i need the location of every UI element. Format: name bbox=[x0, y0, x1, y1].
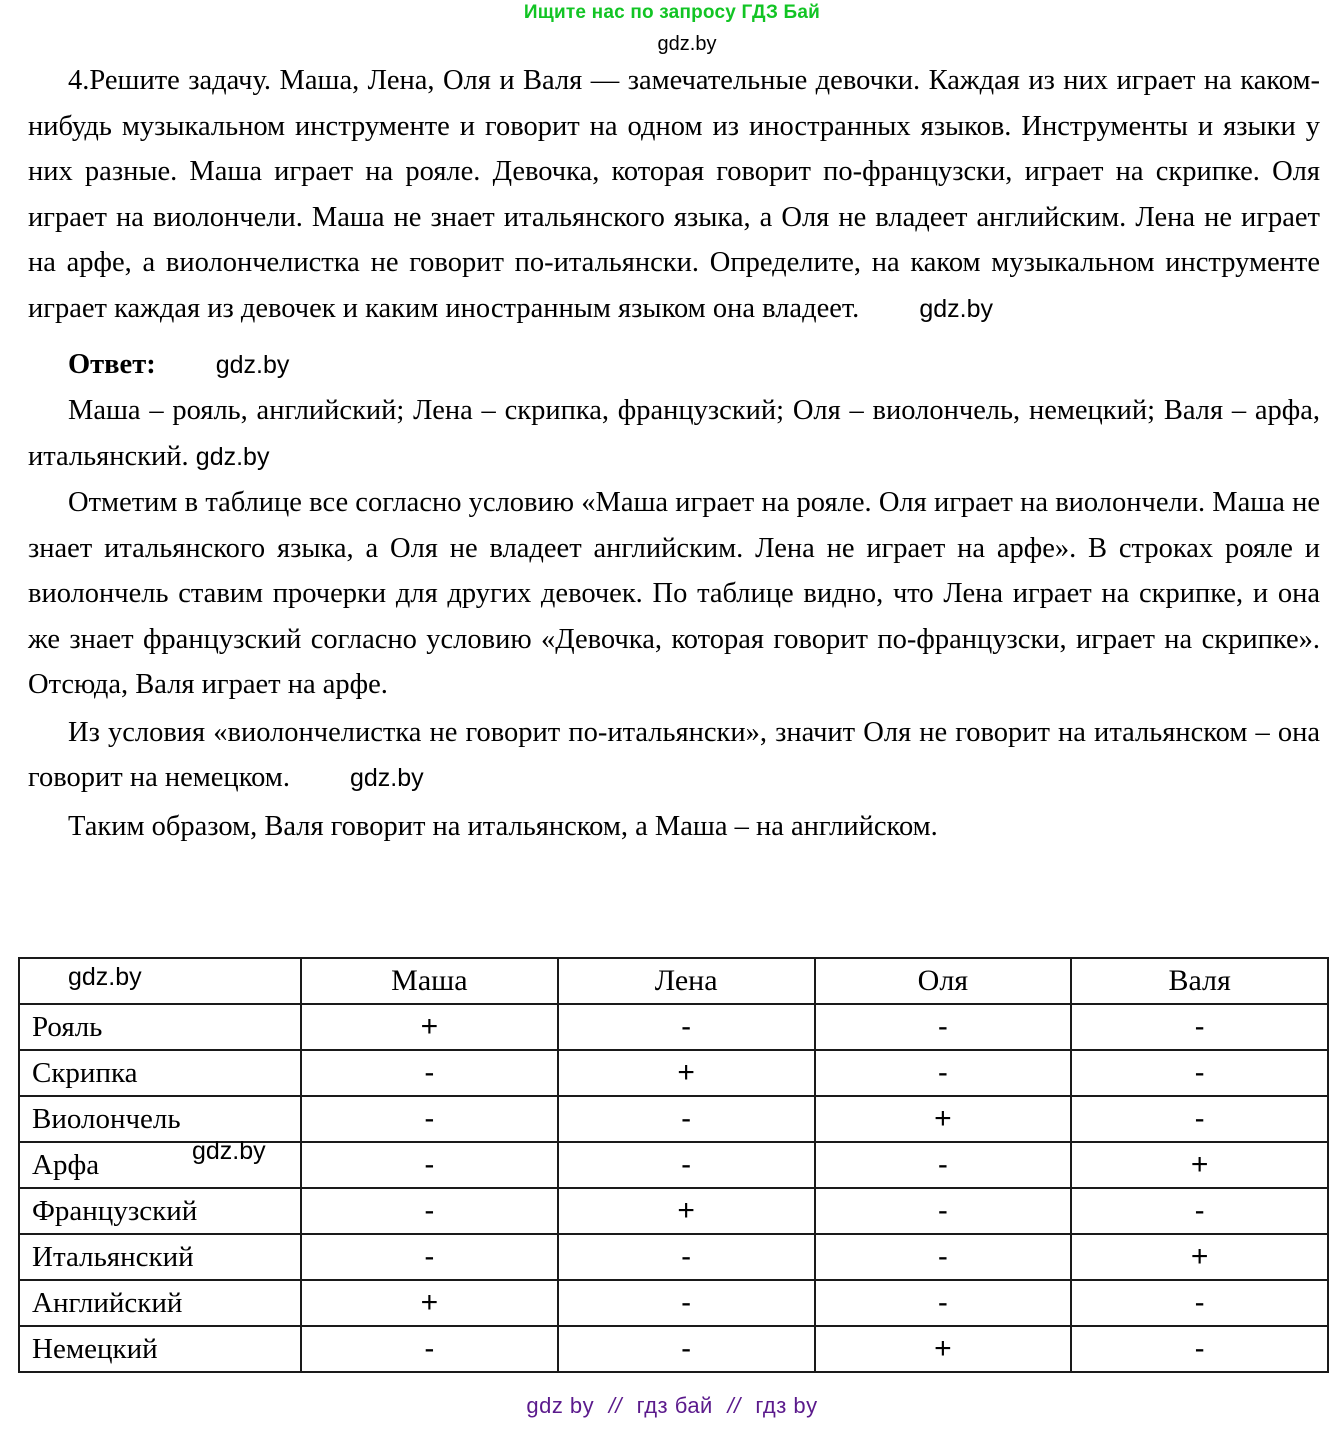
cell-skripka-valya: - bbox=[1071, 1050, 1328, 1096]
table-corner-cell bbox=[19, 958, 301, 1004]
cell-royal-lena: - bbox=[558, 1004, 815, 1050]
row-label-violonchel: Виолончель bbox=[19, 1096, 301, 1142]
watermark-table-corner: gdz.by bbox=[68, 963, 142, 991]
table-row bbox=[19, 1004, 1328, 1050]
row-label-arfa-text: Арфа bbox=[32, 1148, 100, 1181]
cell-italyanskiy-olya: - bbox=[815, 1234, 1072, 1280]
cell-angliyskiy-valya: - bbox=[1071, 1280, 1328, 1326]
table-header-lena: Лена bbox=[558, 958, 815, 1004]
cell-violonchel-masha: - bbox=[301, 1096, 558, 1142]
row-label-italyanskiy: Итальянский bbox=[19, 1234, 301, 1280]
promo-subtitle: gdz.by bbox=[657, 33, 717, 55]
promo-banner: Ищите нас по запросу ГДЗ Бай bbox=[523, 2, 821, 23]
cell-royal-masha: + bbox=[301, 1004, 558, 1050]
cell-violonchel-valya: - bbox=[1071, 1096, 1328, 1142]
table-row bbox=[19, 1326, 1328, 1372]
cell-italyanskiy-lena: - bbox=[558, 1234, 815, 1280]
footer-separator-2: // bbox=[727, 1393, 741, 1418]
cell-angliyskiy-masha: + bbox=[301, 1280, 558, 1326]
cell-skripka-lena: + bbox=[558, 1050, 815, 1096]
cell-angliyskiy-olya: - bbox=[815, 1280, 1072, 1326]
cell-francuzskiy-olya: - bbox=[815, 1188, 1072, 1234]
answer-heading-line bbox=[28, 342, 1320, 388]
explanation-paragraph-2 bbox=[28, 710, 1320, 802]
table-row bbox=[19, 1188, 1328, 1234]
document-body bbox=[28, 58, 1320, 851]
footer-item-1: gdz by bbox=[526, 1393, 595, 1418]
cell-francuzskiy-valya: - bbox=[1071, 1188, 1328, 1234]
logic-grid-table bbox=[18, 957, 1329, 1373]
cell-skripka-olya: - bbox=[815, 1050, 1072, 1096]
cell-arfa-masha: - bbox=[301, 1142, 558, 1188]
footer-item-2: гдз бай bbox=[636, 1393, 713, 1418]
cell-violonchel-lena: - bbox=[558, 1096, 815, 1142]
table-row bbox=[19, 1234, 1328, 1280]
answer-summary-text: Маша – рояль, английский; Лена – скрипка, французский; Оля – виолончель, немецкий; Валя – арфа, итальянский. bbox=[28, 395, 1320, 472]
cell-nemeckiy-valya: - bbox=[1071, 1326, 1328, 1372]
row-label-angliyskiy: Английский bbox=[19, 1280, 301, 1326]
table-header-masha: Маша bbox=[301, 958, 558, 1004]
row-label-francuzskiy: Французский bbox=[19, 1188, 301, 1234]
cell-italyanskiy-masha: - bbox=[301, 1234, 558, 1280]
explanation-paragraph-1 bbox=[28, 480, 1320, 708]
watermark-cell-arfa: gdz.by bbox=[192, 1137, 266, 1165]
table-row bbox=[19, 1096, 1328, 1142]
cell-italyanskiy-valya: + bbox=[1071, 1234, 1328, 1280]
cell-violonchel-olya: + bbox=[815, 1096, 1072, 1142]
row-label-nemeckiy: Немецкий bbox=[19, 1326, 301, 1372]
answer-label: Ответ: bbox=[68, 349, 156, 380]
cell-angliyskiy-lena: - bbox=[558, 1280, 815, 1326]
answer-summary bbox=[28, 388, 1320, 480]
row-label-arfa bbox=[19, 1137, 301, 1188]
cell-nemeckiy-masha: - bbox=[301, 1326, 558, 1372]
cell-nemeckiy-lena: - bbox=[558, 1326, 815, 1372]
table-header-row bbox=[19, 958, 1328, 1004]
watermark-answer-summary: gdz.by bbox=[195, 442, 270, 471]
cell-nemeckiy-olya: + bbox=[815, 1326, 1072, 1372]
cell-francuzskiy-masha: - bbox=[301, 1188, 558, 1234]
cell-francuzskiy-lena: + bbox=[558, 1188, 815, 1234]
logic-grid-head bbox=[19, 958, 1328, 1004]
cell-arfa-lena: - bbox=[558, 1142, 815, 1188]
site-footer bbox=[0, 1393, 1344, 1419]
watermark-answer: gdz.by bbox=[215, 351, 290, 379]
table-row bbox=[19, 1142, 1328, 1188]
watermark-explanation: gdz.by bbox=[349, 764, 424, 792]
cell-arfa-olya: - bbox=[815, 1142, 1072, 1188]
logic-grid-body bbox=[19, 1004, 1328, 1372]
table-header-olya: Оля bbox=[815, 958, 1072, 1004]
cell-royal-valya: - bbox=[1071, 1004, 1328, 1050]
explanation-text-1: Отметим в таблице все согласно условию «Маша играет на рояле. Оля играет на виолончели. Маша не знает итальянского языка, а Оля не владеет английским. Лена не играет на арфе». В строках рояле и виолончель ставим прочерки для других девочек. По таблице видно, что Лена играет на скрипке, и она же знает французский согласно условию «Девочка, которая говорит по-французски, играет на скрипке». Отсюда, Валя играет на арфе. bbox=[28, 487, 1320, 700]
cell-royal-olya: - bbox=[815, 1004, 1072, 1050]
table-header-valya: Валя bbox=[1071, 958, 1328, 1004]
task-number: 4. bbox=[68, 65, 90, 96]
footer-item-3: гдз by bbox=[755, 1393, 818, 1418]
table-row bbox=[19, 1050, 1328, 1096]
explanation-text-2: Из условия «виолончелистка не говорит по-итальянски», значит Оля не говорит на итальянском – она говорит на немецком. bbox=[28, 716, 1320, 793]
footer-separator-1: // bbox=[608, 1393, 623, 1418]
row-label-skripka: Скрипка bbox=[19, 1050, 301, 1096]
task-text: Решите задачу. Маша, Лена, Оля и Валя — замечательные девочки. Каждая из них играет на каком-нибудь музыкальном инструменте и говорит на одном из иностранных языков. Инструменты и языки у них разные. Маша играет на рояле. Девочка, которая говорит по-французски, играет на скрипке. Оля играет на виолончели. Маша не знает итальянского языка, а Оля не владеет английским. Лена не играет на арфе, а виолончелистка не говорит по-итальянски. Определите, на каком музыкальном инструменте играет каждая из девочек и каким иностранным языком она владеет. bbox=[28, 65, 1320, 324]
cell-skripka-masha: - bbox=[301, 1050, 558, 1096]
watermark-task: gdz.by bbox=[919, 294, 993, 323]
task-paragraph bbox=[28, 58, 1320, 332]
explanation-text-3: Таким образом, Валя говорит на итальянском, а Маша – на английском. bbox=[68, 810, 938, 842]
table-row bbox=[19, 1280, 1328, 1326]
row-label-royal: Рояль bbox=[19, 1004, 301, 1050]
explanation-paragraph-3 bbox=[28, 804, 1320, 850]
logic-grid-wrapper bbox=[18, 957, 1327, 1373]
cell-arfa-valya: + bbox=[1071, 1142, 1328, 1188]
